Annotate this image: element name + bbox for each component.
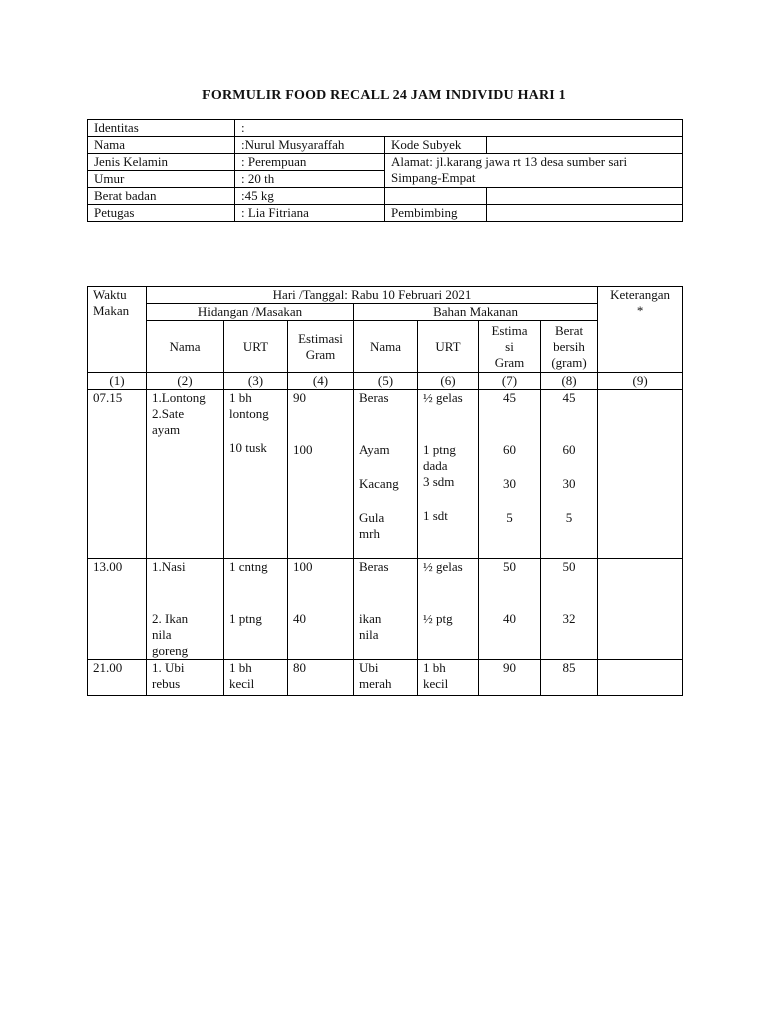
ingredient-name: Beras Ayam Kacang Gula mrh [354,390,418,559]
bahan-makanan-header: Bahan Makanan [354,304,598,321]
kode-subyek-label: Kode Subyek [385,137,487,154]
jenis-kelamin-label: Jenis Kelamin [88,154,235,171]
date-header: Hari /Tanggal: Rabu 10 Februari 2021 [147,287,598,304]
ingredient-name: Beras ikan nila [354,559,418,660]
nama-label: Nama [88,137,235,154]
petugas-value: : Lia Fitriana [235,205,385,222]
col-estimasi-header: Estima si Gram [479,321,541,373]
umur-value: : 20 th [235,171,385,188]
empty-cell [487,188,683,205]
col-berat-bersih-header: Berat bersih (gram) [541,321,598,373]
col-bahan-nama-header: Nama [354,321,418,373]
identitas-value: : [235,120,683,137]
ingredient-urt: 1 bh kecil [418,660,479,696]
meal-urt: 1 cntng 1 ptng [224,559,288,660]
meal-note [598,559,683,660]
meal-row-dinner [88,660,683,696]
berat-badan-value: :45 kg [235,188,385,205]
form-title: FORMULIR FOOD RECALL 24 JAM INDIVIDU HARI 1 [202,88,566,103]
col-estimasi-gram-header: Estimasi Gram [288,321,354,373]
col-urt-header: URT [224,321,288,373]
kode-subyek-value [487,137,683,154]
col-number: (1) [88,373,147,390]
header-row-1 [88,287,683,304]
keterangan-header: Keterangan * [598,287,683,373]
identity-row-nama [88,137,683,154]
meal-gram: 80 [288,660,354,696]
ingredient-net-weight: 85 [541,660,598,696]
identitas-label: Identitas [88,120,235,137]
meal-time: 07.15 [88,390,147,559]
ingredient-urt: ½ gelas 1 ptng dada 3 sdm 1 sdt [418,390,479,559]
meal-row-breakfast [88,390,683,559]
pembimbing-label: Pembimbing [385,205,487,222]
berat-badan-label: Berat badan [88,188,235,205]
meal-dish: 1. Ubi rebus [147,660,224,696]
col-number: (8) [541,373,598,390]
identity-row-berat-badan [88,188,683,205]
jenis-kelamin-value: : Perempuan [235,154,385,171]
ingredient-net-weight: 50 32 [541,559,598,660]
identity-row-jenis-kelamin [88,154,683,171]
hidangan-header: Hidangan /Masakan [147,304,354,321]
meal-urt: 1 bh kecil [224,660,288,696]
meal-row-lunch [88,559,683,660]
col-number: (2) [147,373,224,390]
col-bahan-urt-header: URT [418,321,479,373]
col-number: (7) [479,373,541,390]
col-number: (9) [598,373,683,390]
identity-row-petugas [88,205,683,222]
alamat-value: Alamat: jl.karang jawa rt 13 desa sumber sari Simpang-Empat [385,154,683,188]
col-number: (3) [224,373,288,390]
identity-row-identitas [88,120,683,137]
meal-dish: 1.Lontong 2.Sate ayam [147,390,224,559]
meal-gram: 90 100 [288,390,354,559]
petugas-label: Petugas [88,205,235,222]
empty-cell [385,188,487,205]
meal-urt: 1 bh lontong 10 tusk [224,390,288,559]
identity-table [87,119,683,222]
header-row-3 [88,321,683,373]
ingredient-estimate: 50 40 [479,559,541,660]
waktu-makan-header: Waktu Makan [88,287,147,373]
ingredient-name: Ubi merah [354,660,418,696]
food-recall-table [87,286,683,696]
meal-gram: 100 40 [288,559,354,660]
meal-note [598,660,683,696]
pembimbing-value [487,205,683,222]
meal-time: 21.00 [88,660,147,696]
ingredient-estimate: 90 [479,660,541,696]
ingredient-urt: ½ gelas ½ ptg [418,559,479,660]
nama-value: :Nurul Musyaraffah [235,137,385,154]
meal-dish: 1.Nasi 2. Ikan nila goreng [147,559,224,660]
col-number: (5) [354,373,418,390]
col-number: (6) [418,373,479,390]
ingredient-net-weight: 45 60 30 5 [541,390,598,559]
col-nama-header: Nama [147,321,224,373]
ingredient-estimate: 45 60 30 5 [479,390,541,559]
meal-note [598,390,683,559]
col-number: (4) [288,373,354,390]
column-number-row [88,373,683,390]
header-row-2 [88,304,683,321]
meal-time: 13.00 [88,559,147,660]
umur-label: Umur [88,171,235,188]
